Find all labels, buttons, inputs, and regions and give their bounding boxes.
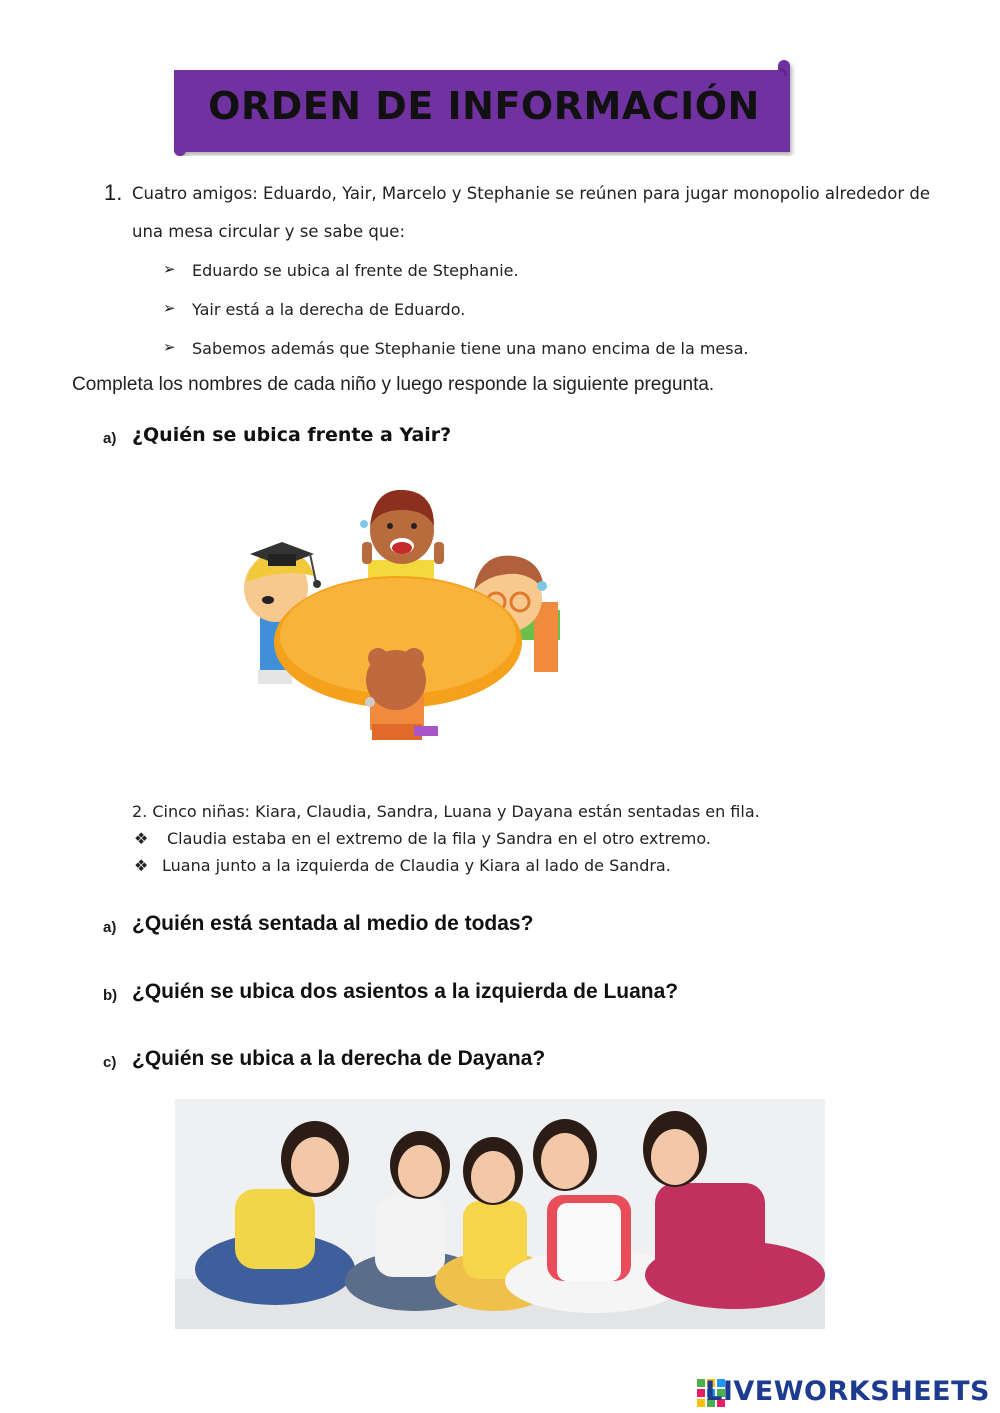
arrow-bullet-icon: ➢: [163, 299, 176, 317]
question-label: b): [103, 987, 118, 1004]
clue-2: Yair está a la derecha de Eduardo.: [192, 300, 466, 319]
clue-1: Eduardo se ubica al frente de Stephanie.: [192, 261, 519, 280]
question-1-number: 1.: [104, 180, 123, 205]
question-label: a): [103, 919, 117, 936]
page-title: ORDEN DE INFORMACIÓN: [208, 84, 760, 128]
title-banner: [174, 70, 794, 158]
round-table-illustration: [238, 490, 568, 760]
question-label: c): [103, 1054, 117, 1071]
liveworksheets-logo-text[interactable]: LIVEWORKSHEETS: [705, 1376, 990, 1407]
question-1-text-line2: una mesa circular y se sabe que:: [132, 222, 405, 241]
five-girls-photo: [175, 1099, 825, 1329]
clue-2-1: Claudia estaba en el extremo de la fila y Sandra en el otro extremo.: [167, 829, 711, 848]
arrow-bullet-icon: ➢: [163, 338, 176, 356]
question-1-text-line1: Cuatro amigos: Eduardo, Yair, Marcelo y Stephanie se reúnen para jugar monopolio alrededor de: [132, 184, 930, 203]
instruction-text: Completa los nombres de cada niño y luego responde la siguiente pregunta.: [72, 374, 715, 395]
question-label: a): [103, 430, 117, 447]
question-2b: ¿Quién se ubica dos asientos a la izquierda de Luana?: [132, 980, 679, 1003]
diamond-bullet-icon: ❖: [134, 856, 149, 875]
diamond-bullet-icon: ❖: [134, 829, 149, 848]
kid-top: [360, 490, 444, 588]
question-1a: ¿Quién se ubica frente a Yair?: [132, 424, 452, 446]
question-2-text: 2. Cinco niñas: Kiara, Claudia, Sandra, Luana y Dayana están sentadas en fila.: [132, 802, 760, 821]
question-2c: ¿Quién se ubica a la derecha de Dayana?: [132, 1047, 546, 1070]
clue-2-2: Luana junto a la izquierda de Claudia y Kiara al lado de Sandra.: [162, 856, 671, 875]
question-2a: ¿Quién está sentada al medio de todas?: [132, 912, 534, 935]
arrow-bullet-icon: ➢: [163, 260, 176, 278]
five-girls-illustration: [175, 1099, 825, 1329]
clue-3: Sabemos además que Stephanie tiene una mano encima de la mesa.: [192, 339, 749, 358]
